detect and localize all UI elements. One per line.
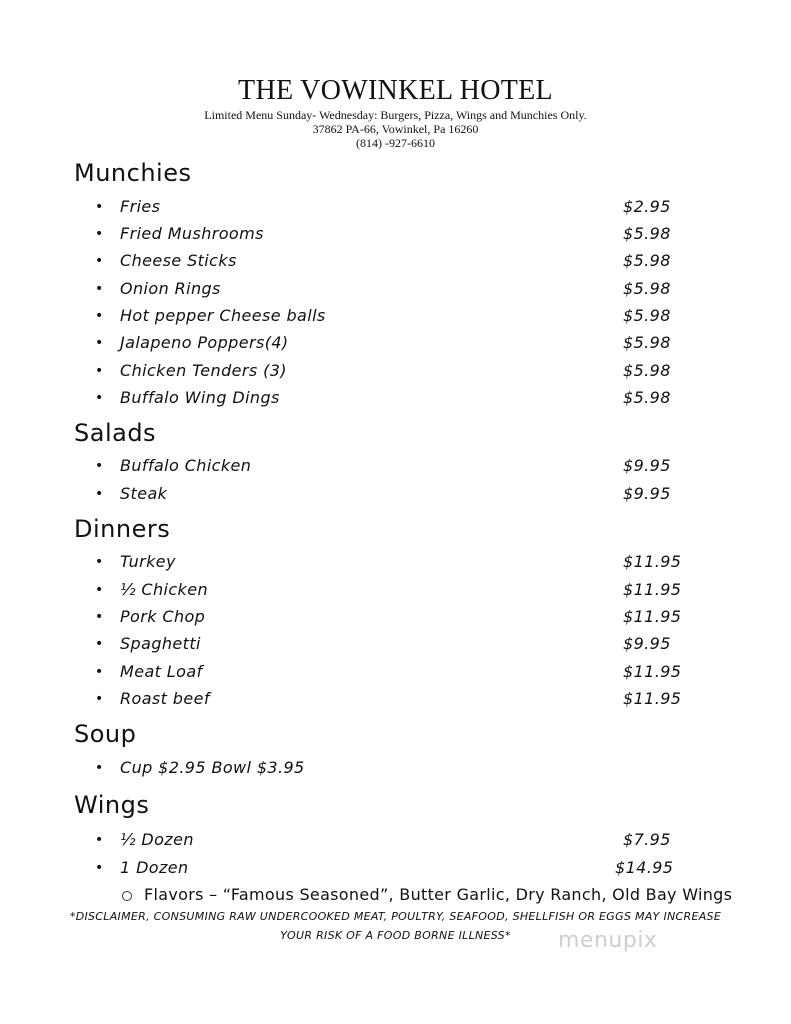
- item-name: Cheese Sticks: [120, 251, 237, 270]
- item-price: $5.98: [623, 333, 671, 352]
- menu-item: [0, 482, 791, 506]
- item-name: Roast beef: [120, 689, 210, 708]
- wing-flavors: [122, 883, 732, 907]
- item-price: $5.98: [623, 361, 671, 380]
- item-name: ½ Dozen: [120, 830, 194, 849]
- bullet-icon: •: [95, 308, 104, 324]
- menu-item: [0, 578, 791, 602]
- bullet-icon: •: [95, 554, 104, 570]
- section-title-dinners: Dinners: [74, 515, 171, 543]
- bullet-icon: •: [95, 390, 104, 406]
- bullet-icon: •: [95, 636, 104, 652]
- menu-item: [0, 632, 791, 656]
- item-price: $5.98: [623, 279, 671, 298]
- menu-item: [0, 550, 791, 574]
- menu-item: [0, 304, 791, 328]
- disclaimer-line-2: YOUR RISK OF A FOOD BORNE ILLNESS*: [280, 929, 511, 942]
- item-price: $11.95: [623, 607, 682, 626]
- bullet-icon: •: [95, 335, 104, 351]
- item-name: Hot pepper Cheese balls: [120, 306, 326, 325]
- item-name: Turkey: [120, 552, 176, 571]
- menu-item: [0, 605, 791, 629]
- circle-bullet-icon: [122, 891, 132, 901]
- bullet-icon: •: [95, 363, 104, 379]
- menu-item: [0, 454, 791, 478]
- section-title-salads: Salads: [74, 419, 157, 447]
- item-price: $11.95: [623, 580, 682, 599]
- item-price: $5.98: [623, 306, 671, 325]
- item-name: ½ Chicken: [120, 580, 208, 599]
- bullet-icon: •: [95, 760, 104, 776]
- item-name: Spaghetti: [120, 634, 201, 653]
- item-price: $11.95: [623, 689, 682, 708]
- section-title-soup: Soup: [74, 720, 137, 748]
- menu-item: [0, 331, 791, 355]
- item-price: $11.95: [623, 552, 682, 571]
- wing-flavors-text: Flavors – “Famous Seasoned”, Butter Garlic, Dry Ranch, Old Bay Wings: [144, 885, 733, 904]
- item-name: 1 Dozen: [120, 858, 189, 877]
- item-name: Buffalo Wing Dings: [120, 388, 280, 407]
- restaurant-name: THE VOWINKEL HOTEL: [238, 75, 553, 106]
- section-title-munchies: Munchies: [74, 159, 192, 187]
- menu-item: [0, 359, 791, 383]
- item-name: Fries: [120, 197, 161, 216]
- bullet-icon: •: [95, 664, 104, 680]
- bullet-icon: •: [95, 691, 104, 707]
- menu-item: [0, 828, 791, 852]
- item-price: $14.95: [615, 858, 674, 877]
- item-price: $5.98: [623, 224, 671, 243]
- item-name: Onion Rings: [120, 279, 221, 298]
- bullet-icon: •: [95, 832, 104, 848]
- item-price: $9.95: [623, 484, 671, 503]
- menu-item: [0, 386, 791, 410]
- bullet-icon: •: [95, 281, 104, 297]
- item-price: $11.95: [623, 662, 682, 681]
- item-price: $5.98: [623, 388, 671, 407]
- restaurant-phone: (814) -927-6610: [356, 136, 435, 150]
- restaurant-address: 37862 PA-66, Vowinkel, Pa 16260: [312, 122, 479, 136]
- section-title-wings: Wings: [74, 791, 150, 819]
- disclaimer-line-1: *DISCLAIMER, CONSUMING RAW UNDERCOOKED MEAT, POULTRY, SEAFOOD, SHELLFISH OR EGGS MAY INCREASE: [69, 910, 722, 923]
- menu-item: [0, 277, 791, 301]
- bullet-icon: •: [95, 860, 104, 876]
- menu-limited-notice: Limited Menu Sunday- Wednesday: Burgers, Pizza, Wings and Munchies Only.: [204, 108, 587, 122]
- bullet-icon: •: [95, 458, 104, 474]
- bullet-icon: •: [95, 486, 104, 502]
- item-price: $9.95: [623, 456, 671, 475]
- menu-item: [0, 856, 791, 880]
- bullet-icon: •: [95, 582, 104, 598]
- bullet-icon: •: [95, 609, 104, 625]
- item-name: Buffalo Chicken: [120, 456, 252, 475]
- bullet-icon: •: [95, 253, 104, 269]
- menu-item: [0, 249, 791, 273]
- menu-item: [0, 222, 791, 246]
- item-name: Fried Mushrooms: [120, 224, 264, 243]
- item-price: $5.98: [623, 251, 671, 270]
- menu-header: [0, 74, 791, 150]
- item-name: Chicken Tenders (3): [120, 361, 287, 380]
- menu-item: [0, 195, 791, 219]
- item-price: $2.95: [623, 197, 671, 216]
- item-name: Pork Chop: [120, 607, 206, 626]
- menu-item: [0, 756, 791, 780]
- item-name: Cup $2.95 Bowl $3.95: [120, 758, 305, 777]
- bullet-icon: •: [95, 226, 104, 242]
- bullet-icon: •: [95, 199, 104, 215]
- item-price: $7.95: [623, 830, 671, 849]
- item-name: Meat Loaf: [120, 662, 203, 681]
- menu-item: [0, 687, 791, 711]
- watermark: menupix: [558, 928, 658, 953]
- item-name: Steak: [120, 484, 168, 503]
- item-name: Jalapeno Poppers(4): [120, 333, 289, 352]
- item-price: $9.95: [623, 634, 671, 653]
- menu-item: [0, 660, 791, 684]
